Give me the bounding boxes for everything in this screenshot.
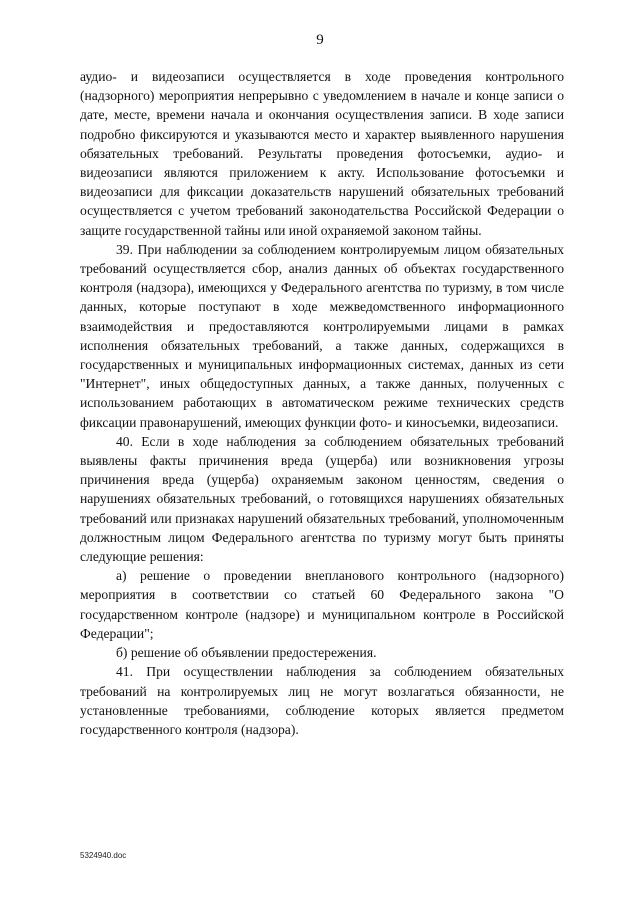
paragraph-continuation: аудио- и видеозаписи осуществляется в ходе проведения контрольного (надзорного) мероприятия непрерывно с уведомлением в начале и конце записи о дате, месте, времени начала и окончания осуществления записи. В ходе записи подробно фиксируются и указываются место и характер выявленного нарушения обязательных требований. Результаты проведения фотосъемки, аудио- и видеозаписи являются приложением к акту. Использование фотосъемки и видеозаписи для фиксации доказательств нарушений обязательных требований осуществляется с учетом требований законодательства Российской Федерации о защите государственной тайны или иной охраняемой законом тайны.: [80, 69, 564, 238]
paragraph-40-item-a: а) решение о проведении внепланового контрольного (надзорного) мероприятия в соответствии со статьей 60 Федерального закона "О государственном контроле (надзоре) и муниципальном контроле в Российской Федерации";: [80, 568, 564, 641]
paragraph-39: 39. При наблюдении за соблюдением контролируемым лицом обязательных требований осуществляется сбор, анализ данных об объектах государственного контроля (надзора), имеющихся у Федерального агентства по туризму, в том числе данных, которые поступают в ходе межведомственного информационного взаимодействия и предоставляются контролируемыми лицами в рамках исполнения обязательных требований, а также данных, содержащихся в государственных и муниципальных информационных системах, данных из сети "Интернет", иных общедоступных данных, а также данных, полученных с использованием работающих в автоматическом режиме технических средств фиксации правонарушений, имеющих функции фото- и киносъемки, видеозаписи.: [80, 241, 564, 430]
paragraph-41: 41. При осуществлении наблюдения за соблюдением обязательных требований на контролируемых лиц не могут возлагаться обязанности, не установленные требованиями, соблюдение которых является предметом государственного контроля (надзора).: [80, 664, 564, 737]
paragraph-40-item-b: б) решение об объявлении предостережения.: [116, 645, 377, 661]
document-file-id: 5324940.doc: [80, 851, 127, 860]
page-number: 9: [316, 32, 324, 48]
paragraph-40: 40. Если в ходе наблюдения за соблюдением обязательных требований выявлены факты причинения вреда (ущерба) или возникновения угрозы причинения вреда (ущерба) охраняемым законом ценностям, сведения о нарушениях обязательных требований, о готовящихся нарушениях обязательных требований или признаках нарушений обязательных требований, уполномоченным должностным лицом Федерального агентства по туризму могут быть приняты следующие решения:: [80, 433, 564, 565]
document-body: [80, 67, 564, 739]
